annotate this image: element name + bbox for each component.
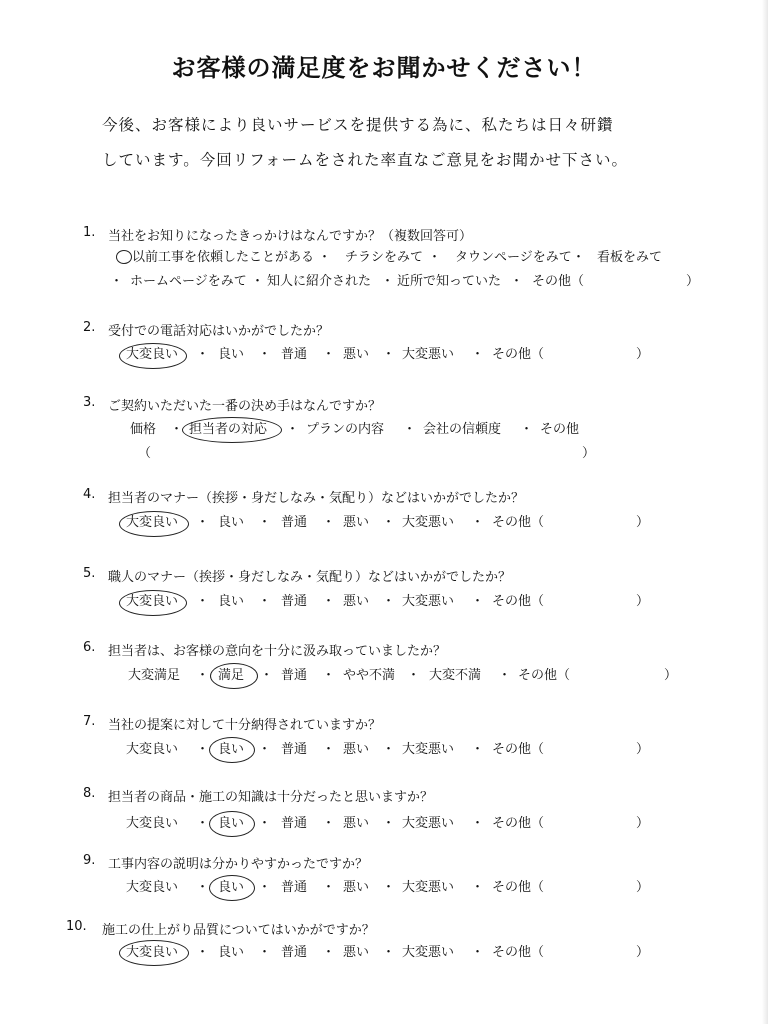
separator: ・: [382, 945, 396, 960]
separator: ・: [251, 274, 265, 289]
separator: ・: [471, 594, 485, 609]
option-selected[interactable]: 以前工事を依頼したことがある: [132, 250, 315, 265]
option[interactable]: 良い: [218, 515, 245, 530]
separator: ・: [260, 668, 274, 683]
option[interactable]: 大変悪い: [402, 742, 455, 757]
option[interactable]: 大変良い: [126, 816, 179, 831]
paren-close: ）: [686, 274, 700, 289]
separator: ・: [322, 347, 336, 362]
option[interactable]: 悪い: [343, 594, 370, 609]
separator: ・: [381, 274, 395, 289]
separator: ・: [471, 945, 485, 960]
separator: ・: [258, 347, 272, 362]
option-other[interactable]: その他（: [492, 880, 545, 895]
question-text: 担当者のマナー（挨拶・身だしなみ・気配り）などはいかがでしたか？: [108, 491, 525, 506]
option-other[interactable]: その他（: [518, 668, 571, 683]
option-other[interactable]: その他（: [492, 945, 545, 960]
paren-close: ）: [636, 515, 650, 530]
question-text: ご契約いただいた一番の決め手はなんですか？: [108, 399, 382, 414]
option-selected[interactable]: 満足: [218, 668, 245, 683]
paren-close: ）: [664, 668, 678, 683]
separator: ・: [510, 274, 524, 289]
separator: ・: [471, 816, 485, 831]
separator: ・: [498, 668, 512, 683]
option[interactable]: 悪い: [343, 347, 370, 362]
separator: ・: [196, 668, 210, 683]
separator: ・: [322, 816, 336, 831]
question-number: 5.: [83, 566, 96, 581]
paren-close: ）: [636, 594, 650, 609]
separator: ・: [322, 515, 336, 530]
option[interactable]: 大変良い: [126, 742, 179, 757]
option-other[interactable]: その他（: [532, 274, 585, 289]
separator: ・: [471, 515, 485, 530]
option-other[interactable]: その他（: [492, 594, 545, 609]
question-text: 職人のマナー（挨拶・身だしなみ・気配り）などはいかがでしたか？: [108, 570, 512, 585]
option[interactable]: 悪い: [343, 816, 370, 831]
option[interactable]: 知人に紹介された: [267, 274, 372, 289]
separator: ・: [382, 880, 396, 895]
question-number: 8.: [83, 786, 96, 801]
separator: ・: [196, 880, 210, 895]
question-text: 施工の仕上がり品質についてはいかがですか？: [102, 923, 375, 938]
question-number: 3.: [83, 395, 96, 410]
question-number: 1.: [83, 225, 96, 240]
separator: ・: [572, 250, 586, 265]
paren-close: ）: [636, 347, 650, 362]
intro-line-1: 今後、お客様により良いサービスを提供する為に、私たちは日々研鑽: [102, 116, 614, 134]
option[interactable]: 普通: [281, 945, 308, 960]
option-selected[interactable]: 良い: [218, 742, 245, 757]
option[interactable]: 悪い: [343, 515, 370, 530]
option[interactable]: 大変悪い: [402, 880, 455, 895]
option[interactable]: 普通: [281, 347, 308, 362]
separator: ・: [382, 594, 396, 609]
option[interactable]: 普通: [281, 515, 308, 530]
separator: ・: [322, 880, 336, 895]
option[interactable]: タウンページをみて: [455, 250, 572, 265]
separator: ・: [196, 945, 210, 960]
separator: ・: [407, 668, 421, 683]
question-text: 受付での電話対応はいかがでしたか？: [108, 324, 330, 339]
paren-close: ）: [636, 816, 650, 831]
separator: ・: [196, 816, 210, 831]
question-number: 9.: [83, 853, 96, 868]
separator: ・: [258, 742, 272, 757]
question-number: 7.: [83, 714, 96, 729]
question-text: 担当者の商品・施工の知識は十分だったと思いますか？: [108, 790, 434, 805]
separator: ・: [382, 347, 396, 362]
page-edge: [762, 0, 768, 1024]
question-text: 当社をお知りになったきっかけはなんですか？（複数回答可）: [108, 229, 473, 244]
question-number: 6.: [83, 640, 96, 655]
question-text: 工事内容の説明は分かりやすかったですか？: [108, 857, 369, 872]
separator: ・: [196, 742, 210, 757]
option[interactable]: 悪い: [343, 742, 370, 757]
option[interactable]: 普通: [281, 668, 308, 683]
separator: ・: [382, 742, 396, 757]
separator: ・: [382, 816, 396, 831]
separator: ・: [322, 668, 336, 683]
option-other[interactable]: その他（: [492, 816, 545, 831]
option-selected[interactable]: 担当者の対応: [189, 422, 268, 437]
page-title: お客様の満足度をお聞かせください！: [171, 54, 597, 82]
option-selected[interactable]: 大変良い: [126, 515, 179, 530]
separator: ・: [382, 515, 396, 530]
option[interactable]: 大変満足: [128, 668, 181, 683]
option[interactable]: 会社の信頼度: [423, 422, 502, 437]
separator: ・: [196, 515, 210, 530]
separator: ・: [196, 594, 210, 609]
paren-open: （: [138, 446, 152, 461]
separator: ・: [286, 422, 300, 437]
option[interactable]: 普通: [281, 594, 308, 609]
intro-line-2: しています。今回リフォームをされた率直なご意見をお聞かせ下さい。: [102, 151, 628, 169]
option-selected[interactable]: 大変良い: [126, 347, 179, 362]
option[interactable]: やや不満: [343, 668, 396, 683]
separator: ・: [322, 594, 336, 609]
separator: ・: [258, 594, 272, 609]
option[interactable]: 大変不満: [429, 668, 482, 683]
separator: ・: [403, 422, 417, 437]
option[interactable]: 良い: [218, 347, 245, 362]
option[interactable]: 良い: [218, 594, 245, 609]
separator: ・: [428, 250, 442, 265]
option[interactable]: 普通: [281, 816, 308, 831]
option[interactable]: 看板をみて: [597, 250, 663, 265]
separator: ・: [110, 274, 124, 289]
option-selected[interactable]: 大変良い: [126, 594, 179, 609]
separator: ・: [258, 945, 272, 960]
option[interactable]: プランの内容: [306, 422, 385, 437]
option[interactable]: 悪い: [343, 880, 370, 895]
paren-close: ）: [636, 945, 650, 960]
separator: ・: [318, 250, 332, 265]
paren-close: ）: [636, 880, 650, 895]
paren-close: ）: [636, 742, 650, 757]
paren-close: ）: [582, 446, 596, 461]
option-other[interactable]: その他（: [492, 347, 545, 362]
option[interactable]: 普通: [281, 742, 308, 757]
separator: ・: [471, 880, 485, 895]
option[interactable]: 大変悪い: [402, 515, 455, 530]
question-number: 10.: [66, 919, 87, 934]
option[interactable]: チラシをみて: [345, 250, 424, 265]
separator: ・: [520, 422, 534, 437]
separator: ・: [471, 742, 485, 757]
question-text: 当社の提案に対して十分納得されていますか？: [108, 718, 382, 733]
selection-circle-mark: [116, 250, 132, 264]
option[interactable]: 価格: [130, 422, 157, 437]
question-text: 担当者は、お客様の意向を十分に汲み取っていましたか？: [108, 644, 447, 659]
separator: ・: [322, 742, 336, 757]
option[interactable]: 近所で知っていた: [397, 274, 502, 289]
option-selected[interactable]: 良い: [218, 880, 245, 895]
option[interactable]: 大変悪い: [402, 347, 455, 362]
option-other[interactable]: その他（: [492, 515, 545, 530]
option[interactable]: 悪い: [343, 945, 370, 960]
question-number: 4.: [83, 487, 96, 502]
separator: ・: [170, 422, 184, 437]
question-number: 2.: [83, 320, 96, 335]
option[interactable]: 良い: [218, 945, 245, 960]
separator: ・: [258, 880, 272, 895]
option[interactable]: 大変悪い: [402, 816, 455, 831]
option-selected[interactable]: 良い: [218, 816, 245, 831]
separator: ・: [322, 945, 336, 960]
separator: ・: [258, 816, 272, 831]
option-selected[interactable]: 大変良い: [126, 945, 179, 960]
separator: ・: [258, 515, 272, 530]
option-other[interactable]: その他（: [492, 742, 545, 757]
option[interactable]: ホームページをみて: [130, 274, 247, 289]
option[interactable]: 大変悪い: [402, 594, 455, 609]
option-other[interactable]: その他: [540, 422, 580, 437]
option[interactable]: 大変悪い: [402, 945, 455, 960]
separator: ・: [196, 347, 210, 362]
separator: ・: [471, 347, 485, 362]
option[interactable]: 大変良い: [126, 880, 179, 895]
option[interactable]: 普通: [281, 880, 308, 895]
